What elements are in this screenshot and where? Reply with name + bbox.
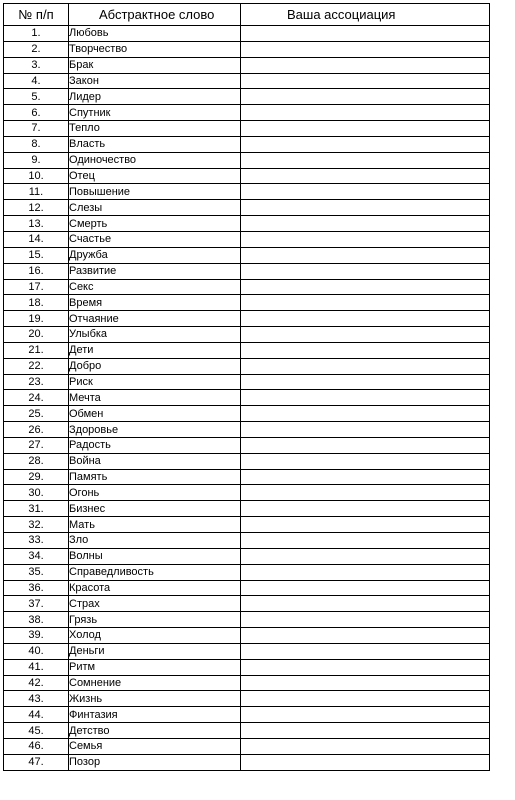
table-row xyxy=(4,675,490,691)
table-row xyxy=(4,453,490,469)
association-cell[interactable] xyxy=(241,247,490,263)
abstract-word: Огонь xyxy=(69,485,241,501)
table-row xyxy=(4,26,490,42)
table-row xyxy=(4,358,490,374)
row-number: 31. xyxy=(4,501,69,517)
association-cell[interactable] xyxy=(241,517,490,533)
row-number: 27. xyxy=(4,437,69,453)
row-number: 11. xyxy=(4,184,69,200)
abstract-word: Сомнение xyxy=(69,675,241,691)
row-number: 13. xyxy=(4,216,69,232)
association-cell[interactable] xyxy=(241,612,490,628)
abstract-word: Красота xyxy=(69,580,241,596)
association-cell[interactable] xyxy=(241,406,490,422)
table-row xyxy=(4,216,490,232)
table-row xyxy=(4,89,490,105)
abstract-word: Мечта xyxy=(69,390,241,406)
abstract-word: Мать xyxy=(69,517,241,533)
abstract-word: Добро xyxy=(69,358,241,374)
row-number: 14. xyxy=(4,231,69,247)
row-number: 33. xyxy=(4,533,69,549)
table-row xyxy=(4,738,490,754)
association-cell[interactable] xyxy=(241,184,490,200)
abstract-word: Справедливость xyxy=(69,564,241,580)
table-row xyxy=(4,406,490,422)
abstract-word: Закон xyxy=(69,73,241,89)
association-cell[interactable] xyxy=(241,501,490,517)
association-cell[interactable] xyxy=(241,469,490,485)
abstract-word: Спутник xyxy=(69,105,241,121)
table-row xyxy=(4,485,490,501)
association-cell[interactable] xyxy=(241,374,490,390)
row-number: 12. xyxy=(4,200,69,216)
association-cell[interactable] xyxy=(241,231,490,247)
association-cell[interactable] xyxy=(241,295,490,311)
table-row xyxy=(4,501,490,517)
row-number: 20. xyxy=(4,327,69,343)
abstract-word: Творчество xyxy=(69,41,241,57)
abstract-word: Любовь xyxy=(69,26,241,42)
abstract-word: Зло xyxy=(69,533,241,549)
row-number: 42. xyxy=(4,675,69,691)
association-cell[interactable] xyxy=(241,152,490,168)
table-row xyxy=(4,643,490,659)
association-cell[interactable] xyxy=(241,723,490,739)
association-cell[interactable] xyxy=(241,279,490,295)
abstract-word: Улыбка xyxy=(69,327,241,343)
abstract-word: Дети xyxy=(69,342,241,358)
table-row xyxy=(4,548,490,564)
association-cell[interactable] xyxy=(241,659,490,675)
table-row xyxy=(4,327,490,343)
association-cell[interactable] xyxy=(241,691,490,707)
association-cell[interactable] xyxy=(241,41,490,57)
abstract-word: Финтазия xyxy=(69,707,241,723)
row-number: 15. xyxy=(4,247,69,263)
abstract-word: Риск xyxy=(69,374,241,390)
header-association: Ваша ассоциация xyxy=(241,4,490,26)
table-row xyxy=(4,57,490,73)
table-row xyxy=(4,184,490,200)
abstract-word: Повышение xyxy=(69,184,241,200)
association-table xyxy=(3,3,490,771)
row-number: 29. xyxy=(4,469,69,485)
table-row xyxy=(4,231,490,247)
abstract-word: Детство xyxy=(69,723,241,739)
row-number: 30. xyxy=(4,485,69,501)
row-number: 1. xyxy=(4,26,69,42)
table-row xyxy=(4,564,490,580)
table-row xyxy=(4,295,490,311)
association-cell[interactable] xyxy=(241,342,490,358)
abstract-word: Бизнес xyxy=(69,501,241,517)
abstract-word: Развитие xyxy=(69,263,241,279)
table-row xyxy=(4,41,490,57)
table-row xyxy=(4,247,490,263)
abstract-word: Обмен xyxy=(69,406,241,422)
row-number: 7. xyxy=(4,121,69,137)
abstract-word: Одиночество xyxy=(69,152,241,168)
association-cell[interactable] xyxy=(241,738,490,754)
row-number: 10. xyxy=(4,168,69,184)
row-number: 36. xyxy=(4,580,69,596)
abstract-word: Брак xyxy=(69,57,241,73)
abstract-word: Волны xyxy=(69,548,241,564)
table-row xyxy=(4,691,490,707)
row-number: 35. xyxy=(4,564,69,580)
association-cell[interactable] xyxy=(241,216,490,232)
row-number: 2. xyxy=(4,41,69,57)
row-number: 39. xyxy=(4,628,69,644)
table-row xyxy=(4,469,490,485)
row-number: 40. xyxy=(4,643,69,659)
row-number: 45. xyxy=(4,723,69,739)
association-cell[interactable] xyxy=(241,485,490,501)
row-number: 5. xyxy=(4,89,69,105)
row-number: 37. xyxy=(4,596,69,612)
table-row xyxy=(4,200,490,216)
abstract-word: Дружба xyxy=(69,247,241,263)
abstract-word: Деньги xyxy=(69,643,241,659)
association-cell[interactable] xyxy=(241,754,490,770)
table-row xyxy=(4,533,490,549)
association-cell[interactable] xyxy=(241,73,490,89)
table-row xyxy=(4,596,490,612)
table-row xyxy=(4,612,490,628)
abstract-word: Позор xyxy=(69,754,241,770)
table-row xyxy=(4,342,490,358)
abstract-word: Смерть xyxy=(69,216,241,232)
abstract-word: Тепло xyxy=(69,121,241,137)
table-row xyxy=(4,263,490,279)
association-cell[interactable] xyxy=(241,89,490,105)
association-cell[interactable] xyxy=(241,628,490,644)
abstract-word: Радость xyxy=(69,437,241,453)
table-row xyxy=(4,390,490,406)
association-cell[interactable] xyxy=(241,533,490,549)
row-number: 18. xyxy=(4,295,69,311)
abstract-word: Слезы xyxy=(69,200,241,216)
header-word: Абстрактное слово xyxy=(69,4,241,26)
association-cell[interactable] xyxy=(241,26,490,42)
table-row xyxy=(4,136,490,152)
table-row xyxy=(4,311,490,327)
row-number: 19. xyxy=(4,311,69,327)
table-row xyxy=(4,580,490,596)
table-row xyxy=(4,659,490,675)
association-cell[interactable] xyxy=(241,327,490,343)
association-cell[interactable] xyxy=(241,358,490,374)
table-row xyxy=(4,279,490,295)
row-number: 6. xyxy=(4,105,69,121)
row-number: 9. xyxy=(4,152,69,168)
row-number: 47. xyxy=(4,754,69,770)
table-body xyxy=(4,26,490,771)
abstract-word: Грязь xyxy=(69,612,241,628)
header-row xyxy=(4,4,490,26)
table-row xyxy=(4,628,490,644)
abstract-word: Здоровье xyxy=(69,422,241,438)
association-cell[interactable] xyxy=(241,168,490,184)
row-number: 8. xyxy=(4,136,69,152)
abstract-word: Страх xyxy=(69,596,241,612)
row-number: 17. xyxy=(4,279,69,295)
table-row xyxy=(4,105,490,121)
association-cell[interactable] xyxy=(241,422,490,438)
abstract-word: Война xyxy=(69,453,241,469)
abstract-word: Семья xyxy=(69,738,241,754)
association-cell[interactable] xyxy=(241,596,490,612)
row-number: 41. xyxy=(4,659,69,675)
row-number: 28. xyxy=(4,453,69,469)
table-row xyxy=(4,754,490,770)
header-number: № п/п xyxy=(4,4,69,26)
abstract-word: Отец xyxy=(69,168,241,184)
association-cell[interactable] xyxy=(241,57,490,73)
association-cell[interactable] xyxy=(241,580,490,596)
row-number: 24. xyxy=(4,390,69,406)
abstract-word: Власть xyxy=(69,136,241,152)
row-number: 26. xyxy=(4,422,69,438)
row-number: 23. xyxy=(4,374,69,390)
row-number: 25. xyxy=(4,406,69,422)
abstract-word: Память xyxy=(69,469,241,485)
row-number: 21. xyxy=(4,342,69,358)
association-cell[interactable] xyxy=(241,548,490,564)
row-number: 46. xyxy=(4,738,69,754)
association-cell[interactable] xyxy=(241,311,490,327)
table-row xyxy=(4,168,490,184)
association-cell[interactable] xyxy=(241,121,490,137)
abstract-word: Отчаяние xyxy=(69,311,241,327)
association-cell[interactable] xyxy=(241,643,490,659)
table-row xyxy=(4,707,490,723)
abstract-word: Лидер xyxy=(69,89,241,105)
association-cell[interactable] xyxy=(241,136,490,152)
association-cell[interactable] xyxy=(241,263,490,279)
abstract-word: Счастье xyxy=(69,231,241,247)
association-cell[interactable] xyxy=(241,390,490,406)
table-row xyxy=(4,121,490,137)
table-row xyxy=(4,437,490,453)
row-number: 44. xyxy=(4,707,69,723)
table-row xyxy=(4,422,490,438)
row-number: 38. xyxy=(4,612,69,628)
table-row xyxy=(4,73,490,89)
row-number: 22. xyxy=(4,358,69,374)
table-row xyxy=(4,374,490,390)
table-row xyxy=(4,152,490,168)
association-cell[interactable] xyxy=(241,437,490,453)
association-cell[interactable] xyxy=(241,105,490,121)
row-number: 43. xyxy=(4,691,69,707)
association-cell[interactable] xyxy=(241,675,490,691)
row-number: 4. xyxy=(4,73,69,89)
row-number: 16. xyxy=(4,263,69,279)
abstract-word: Секс xyxy=(69,279,241,295)
table-row xyxy=(4,517,490,533)
abstract-word: Время xyxy=(69,295,241,311)
row-number: 3. xyxy=(4,57,69,73)
row-number: 32. xyxy=(4,517,69,533)
table-row xyxy=(4,723,490,739)
row-number: 34. xyxy=(4,548,69,564)
abstract-word: Жизнь xyxy=(69,691,241,707)
association-cell[interactable] xyxy=(241,564,490,580)
abstract-word: Холод xyxy=(69,628,241,644)
association-cell[interactable] xyxy=(241,707,490,723)
association-cell[interactable] xyxy=(241,453,490,469)
association-cell[interactable] xyxy=(241,200,490,216)
abstract-word: Ритм xyxy=(69,659,241,675)
